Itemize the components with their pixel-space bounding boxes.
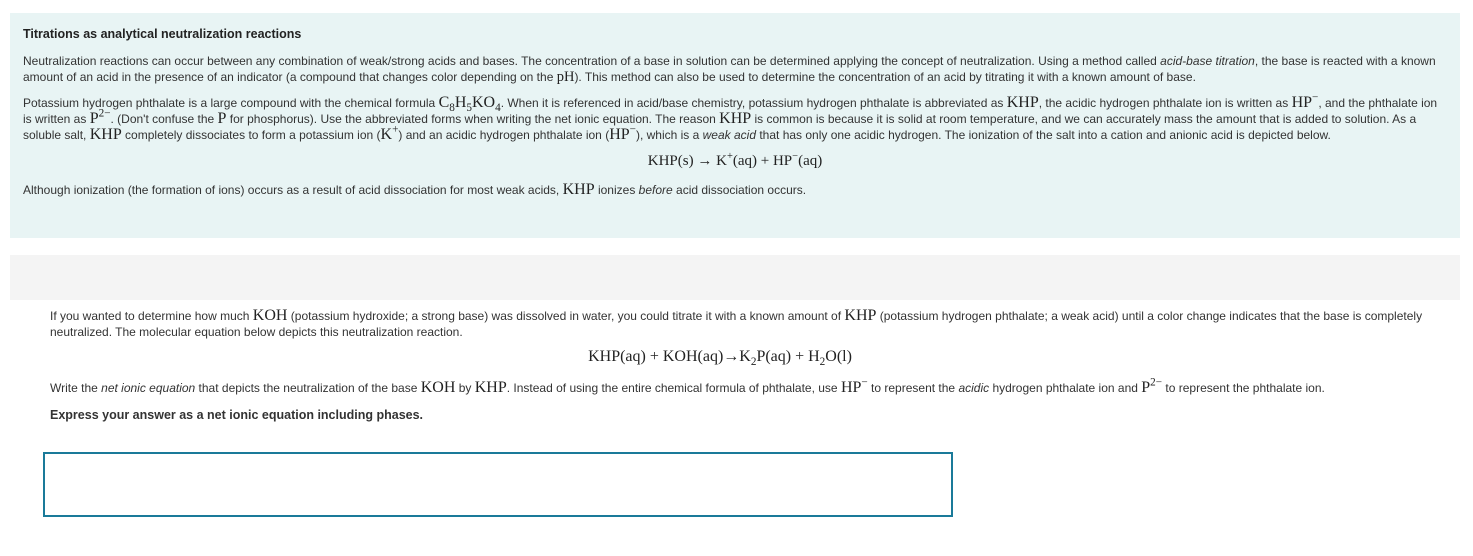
separator-bar [10,255,1460,300]
intro-panel [10,13,1460,238]
formula-c8h5ko4: $C_8H_5KO_4$ [438,94,501,115]
question-paragraph-2: Write the net ionic equation that depicts the neutralization of the base KOH by KHP. Instead of using the entire chemical formula of phthalate, use HP− to represent the acidic hydrogen phthalate ion and $P^{2-}$ to represent the phthalate ion. [50,376,1325,396]
ionization-equation: KHP(s) → K+(aq) + HP−(aq) [647,151,823,169]
intro-paragraph-1: Neutralization reactions can occur between any combination of weak/strong acids and bases. The concentration of a base in solution can be determined applying the concept of neutralization. Using a method called acid-base titration, the base is reacted with a known amount of an acid in the presence of an indicator (a compound that changes color depending on the pH). This method can also be used to determine the concentration of an acid by titrating it with a known amount of base. [23,54,1436,85]
answer-input[interactable] [43,452,953,517]
question-panel [50,308,1450,422]
intro-paragraph-2: Potassium hydrogen phthalate is a large compound with the chemical formula $C_8H_5KO_4$. When it is referenced in acid/base chemistry, potassium hydrogen phthalate is abbreviated as KHP, the acidic hydrogen phthalate ion is written as HP−, and the phthalate ion is written as $P^{2-}$. (Don't confuse the P for phosphorus). Use the abbreviated forms when writing the net ionic equation. The reason KHP is common is because it is solid at room temperature, and we can accurately mass the amount that is added to solution. As a soluble salt, KHP completely dissociates to form a potassium ion (K+) and an acidic hydrogen phthalate ion (HP−), which is a weak acid that has only one acidic hydrogen. The ionization of the salt into a cation and anionic acid is depicted below. [23,91,1438,143]
answer-instruction: Express your answer as a net ionic equation including phases. [50,408,424,422]
intro-paragraph-3: Although ionization (the formation of ions) occurs as a result of acid dissociation for most weak acids, KHP ionizes before acid dissociation occurs. [23,181,807,198]
molecular-equation: $KHP(aq) + KOH(aq)\to K_2P(aq) + H_2O(l)$ [588,348,852,369]
question-paragraph-1: If you wanted to determine how much KOH (potassium hydroxide; a strong base) was dissolved in water, you could titrate it with a known amount of KHP (potassium hydrogen phthalate; a weak acid) until a color change indicates that the base is completely neutralized. The molecular equation below depicts this neutralization reaction. [50,307,1423,339]
intro-title: Titrations as analytical neutralization reactions [23,27,302,41]
